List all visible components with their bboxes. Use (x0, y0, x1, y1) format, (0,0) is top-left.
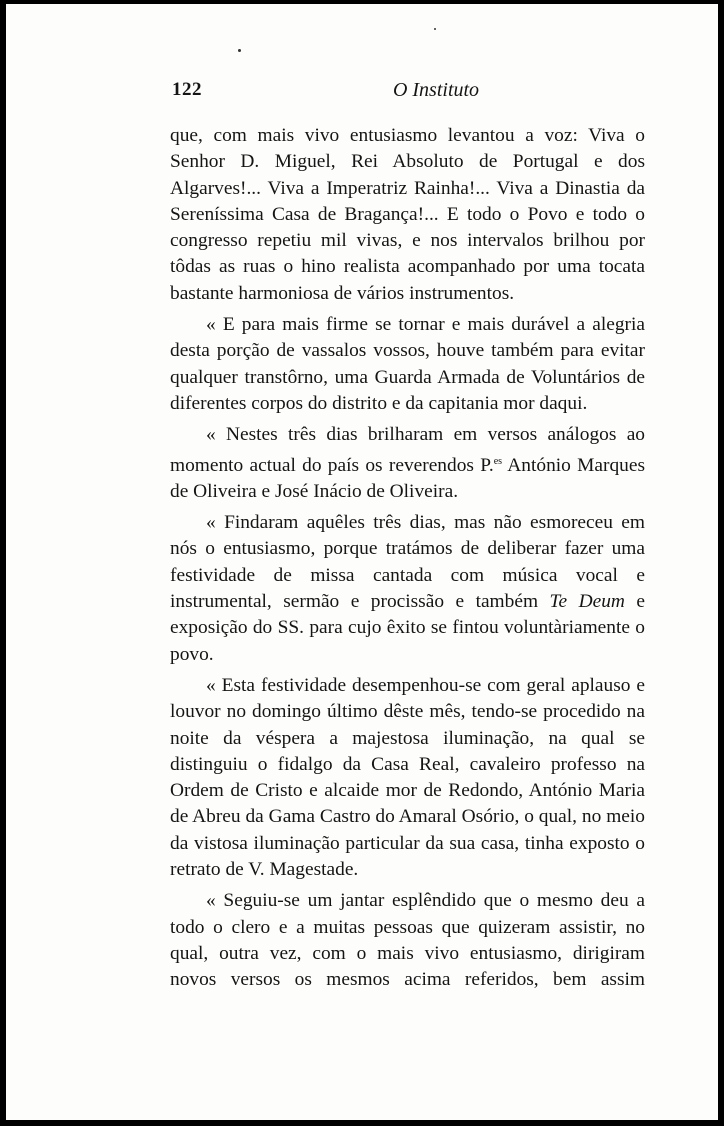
italic-title: Te Deum (549, 591, 625, 613)
paragraph: « Esta festividade desempenhou-se com geral aplauso e louvor no domingo último dêste mês, tendo-se procedido na noite da véspera a majestosa iluminação, na qual se distinguiu o fidalgo da Casa Real, cavaleiro professo na Ordem de Cristo e alcaide mor de Redondo, António Maria de Abreu da Gama Castro do Amaral Osório, o qual, no meio da vistosa iluminação particular da sua casa, tinha exposto o retrato de V. Magestade. (170, 674, 645, 881)
ink-speck (238, 49, 241, 52)
paragraph: « E para mais firme se tornar e mais durável a alegria desta porção de vassalos vossos, houve também para evitar qualquer transtôrno, uma Guarda Armada de Voluntários de diferentes corpos do distrito e da capitania mor daqui. (170, 314, 645, 414)
paragraph: « Seguiu-se um jantar esplêndido que o mesmo deu a todo o clero e a muitas pessoas que quizeram assistir, no qual, outra vez, com o mais vivo entusiasmo, dirigiram novos versos os mesmos acima referidos, bem assim (170, 890, 645, 991)
page-number: 122 (172, 79, 202, 100)
paragraph-text: « Findaram aquêles três dias, mas não esmoreceu em nós o entusiasmo, porque tratámos de deliberar fazer uma festividade de missa cantada com música vocal e instrumental, sermão e procissão e também (170, 512, 645, 613)
ink-speck (434, 28, 436, 30)
abbreviation-superscript: es (493, 455, 503, 467)
running-title: O Instituto (392, 79, 480, 101)
paragraph-text: e exposição do SS. para cujo êxito se fintou voluntàriamente o povo. (170, 591, 645, 665)
paragraph-text: António Marques de Oliveira e José Inácio de Oliveira. (170, 454, 645, 502)
paragraph-text: « Nestes três dias brilharam em versos análogos ao momento actual do país os reverendos P. (170, 424, 645, 476)
paragraph: que, com mais vivo entusiasmo levantou a voz: Viva o Senhor D. Miguel, Rei Absoluto de Portugal e dos Algarves!... Viva a Imperatriz Rainha!... Viva a Dinastia da Sereníssima Casa de Bragança!... E todo o Povo e todo o congresso repetiu mil vivas, e nos intervalos brilhou por tôdas as ruas o hino realista acompanhado por uma tocata bastante harmoniosa de vários instrumentos. (170, 125, 645, 304)
body-text (170, 123, 645, 994)
paragraph (170, 510, 645, 668)
running-head (172, 79, 644, 105)
paragraph (170, 422, 645, 505)
